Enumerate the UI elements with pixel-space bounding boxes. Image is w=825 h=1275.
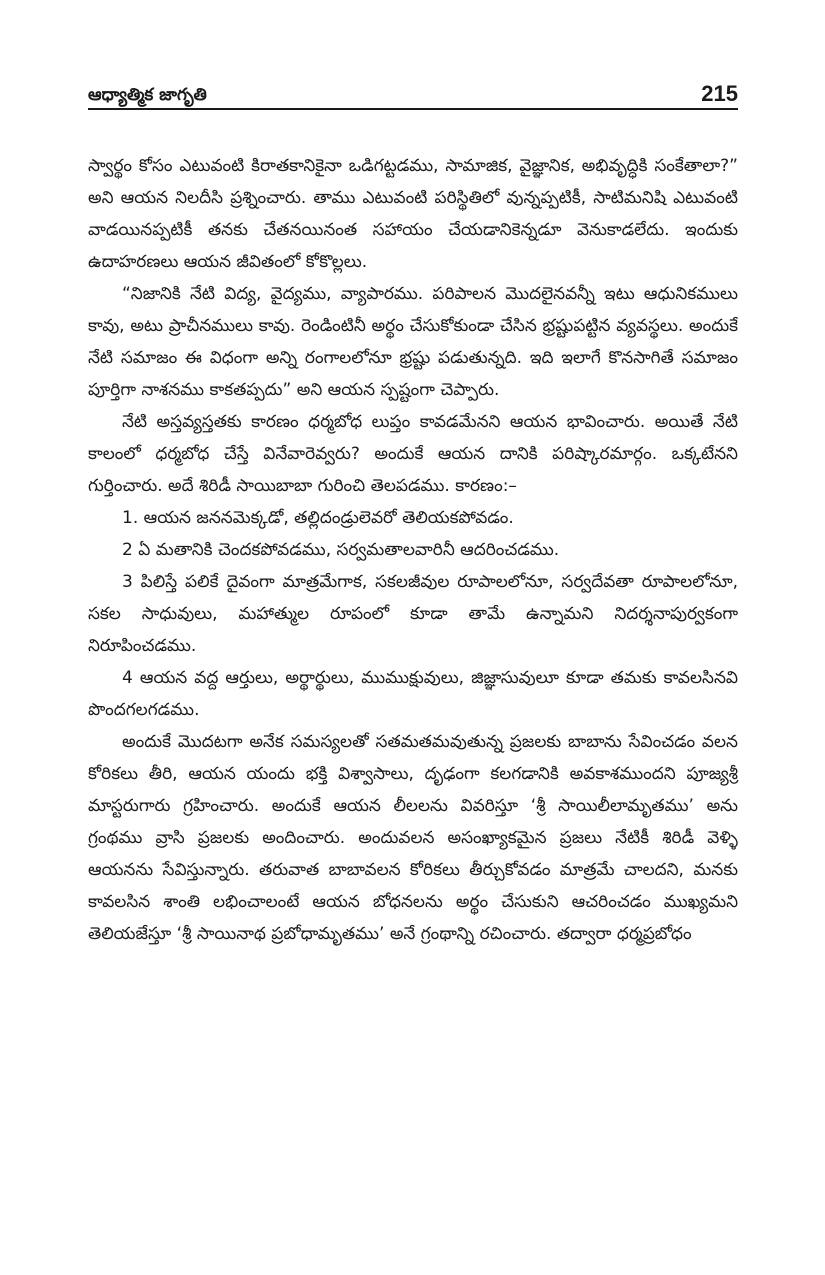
- list-item: 1. ఆయన జననమెక్కడో, తల్లిదండ్రులెవరో తెలియకపోవడం.: [122, 508, 514, 528]
- paragraph-continued: స్వార్థం కోసం ఎటువంటి కిరాతకానికైనా ఒడిగట్టడము, సామాజిక, వైజ్ఞానిక, అభివృద్ధికి సంకేతాలా?” అని ఆయన నిలదీసి ప్రశ్నించారు. తాము ఎటువంటి పరిస్థితిలో వున్నప్పటికీ, సాటిమనిషి ఎటువంటి వాడయినప్పటికీ తనకు చేతనయినంత సహాయం చేయడానికెన్నడూ వెనుకాడలేదు. ఇందుకు ఉదాహరణలు ఆయన జీవితంలో కోకొల్లలు.: [88, 156, 738, 272]
- book-page: [88, 76, 738, 950]
- paragraph-closing: అందుకే మొదటగా అనేక సమస్యలతో సతమతమవుతున్న ప్రజలకు బాబాను సేవించడం వలన కోరికలు తీరి, ఆయన యందు భక్తి విశ్వాసాలు, దృఢంగా కలగడానికి అవకాశముందని పూజ్యశ్రీ మాస్టరుగారు గ్రహించారు. అందుకే ఆయన లీలలను వివరిస్తూ ‘శ్రీ సాయిలీలామృతము’ అను గ్రంథము వ్రాసి ప్రజలకు అందించారు. అందువలన అసంఖ్యాకమైన ప్రజలు నేటికీ శిరిడీ వెళ్ళి ఆయనను సేవిస్తున్నారు. తరువాత బాబావలన కోరికలు తీర్చుకోవడం మాత్రమే చాలదని, మనకు కావలసిన శాంతి లభించాలంటే ఆయన బోధనలను అర్థం చేసుకుని ఆచరించడం ముఖ్యమని తెలియజేస్తూ ‘శ్రీ సాయినాథ ప్రబోధామృతము’ అనే గ్రంథాన్ని రచించారు. తద్వారా ధర్మప్రబోధం: [88, 732, 738, 944]
- running-title: ఆధ్యాత్మిక జాగృతి: [88, 85, 207, 105]
- list-item: 4 ఆయన వద్ద ఆర్తులు, అర్థార్థులు, ముముక్షువులు, జిజ్ఞాసువులూ కూడా తమకు కావలసినవి పొందగలగడము.: [88, 668, 738, 720]
- page-number: 215: [701, 81, 738, 106]
- list-item: 2 ఏ మతానికి చెందకపోవడము, సర్వమతాలవారినీ ఆదరించడము.: [122, 540, 560, 560]
- paragraph-quote: “నిజానికి నేటి విద్య, వైద్యము, వ్యాపారము. పరిపాలన మొదలైనవన్నీ ఇటు ఆధునికములు కావు, అటు ప్రాచీనములు కావు. రెండింటినీ అర్థం చేసుకోకుండా చేసిన భ్రష్టుపట్టిన వ్యవస్థలు. అందుకే నేటి సమాజం ఈ విధంగా అన్ని రంగాలలోనూ భ్రష్టు పడుతున్నది. ఇది ఇలాగే కొనసాగితే సమాజం పూర్తిగా నాశనము కాకతప్పదు” అని ఆయన స్పష్టంగా చెప్పారు.: [88, 284, 738, 400]
- body-text: [88, 150, 738, 950]
- list-item: 3 పిలిస్తే పలికే దైవంగా మాత్రమేగాక, సకలజీవుల రూపాలలోనూ, సర్వదేవతా రూపాలలోనూ, సకల సాధువులు, మహాత్ముల రూపంలో కూడా తామే ఉన్నామని నిదర్శనాపుర్వకంగా నిరూపించడము.: [88, 572, 738, 656]
- paragraph-dharma: నేటి అస్తవ్యస్తతకు కారణం ధర్మబోధ లుప్తం కావడమేనని ఆయన భావించారు. అయితే నేటి కాలంలో ధర్మబోధ చేస్తే వినేవారెవ్వరు? అందుకే ఆయన దానికి పరిష్కారమార్గం. ఒక్కటేనని గుర్తించారు. అదే శిరిడీ సాయిబాబా గురించి తెలపడము. కారణం:–: [88, 412, 738, 496]
- running-header: [88, 76, 738, 110]
